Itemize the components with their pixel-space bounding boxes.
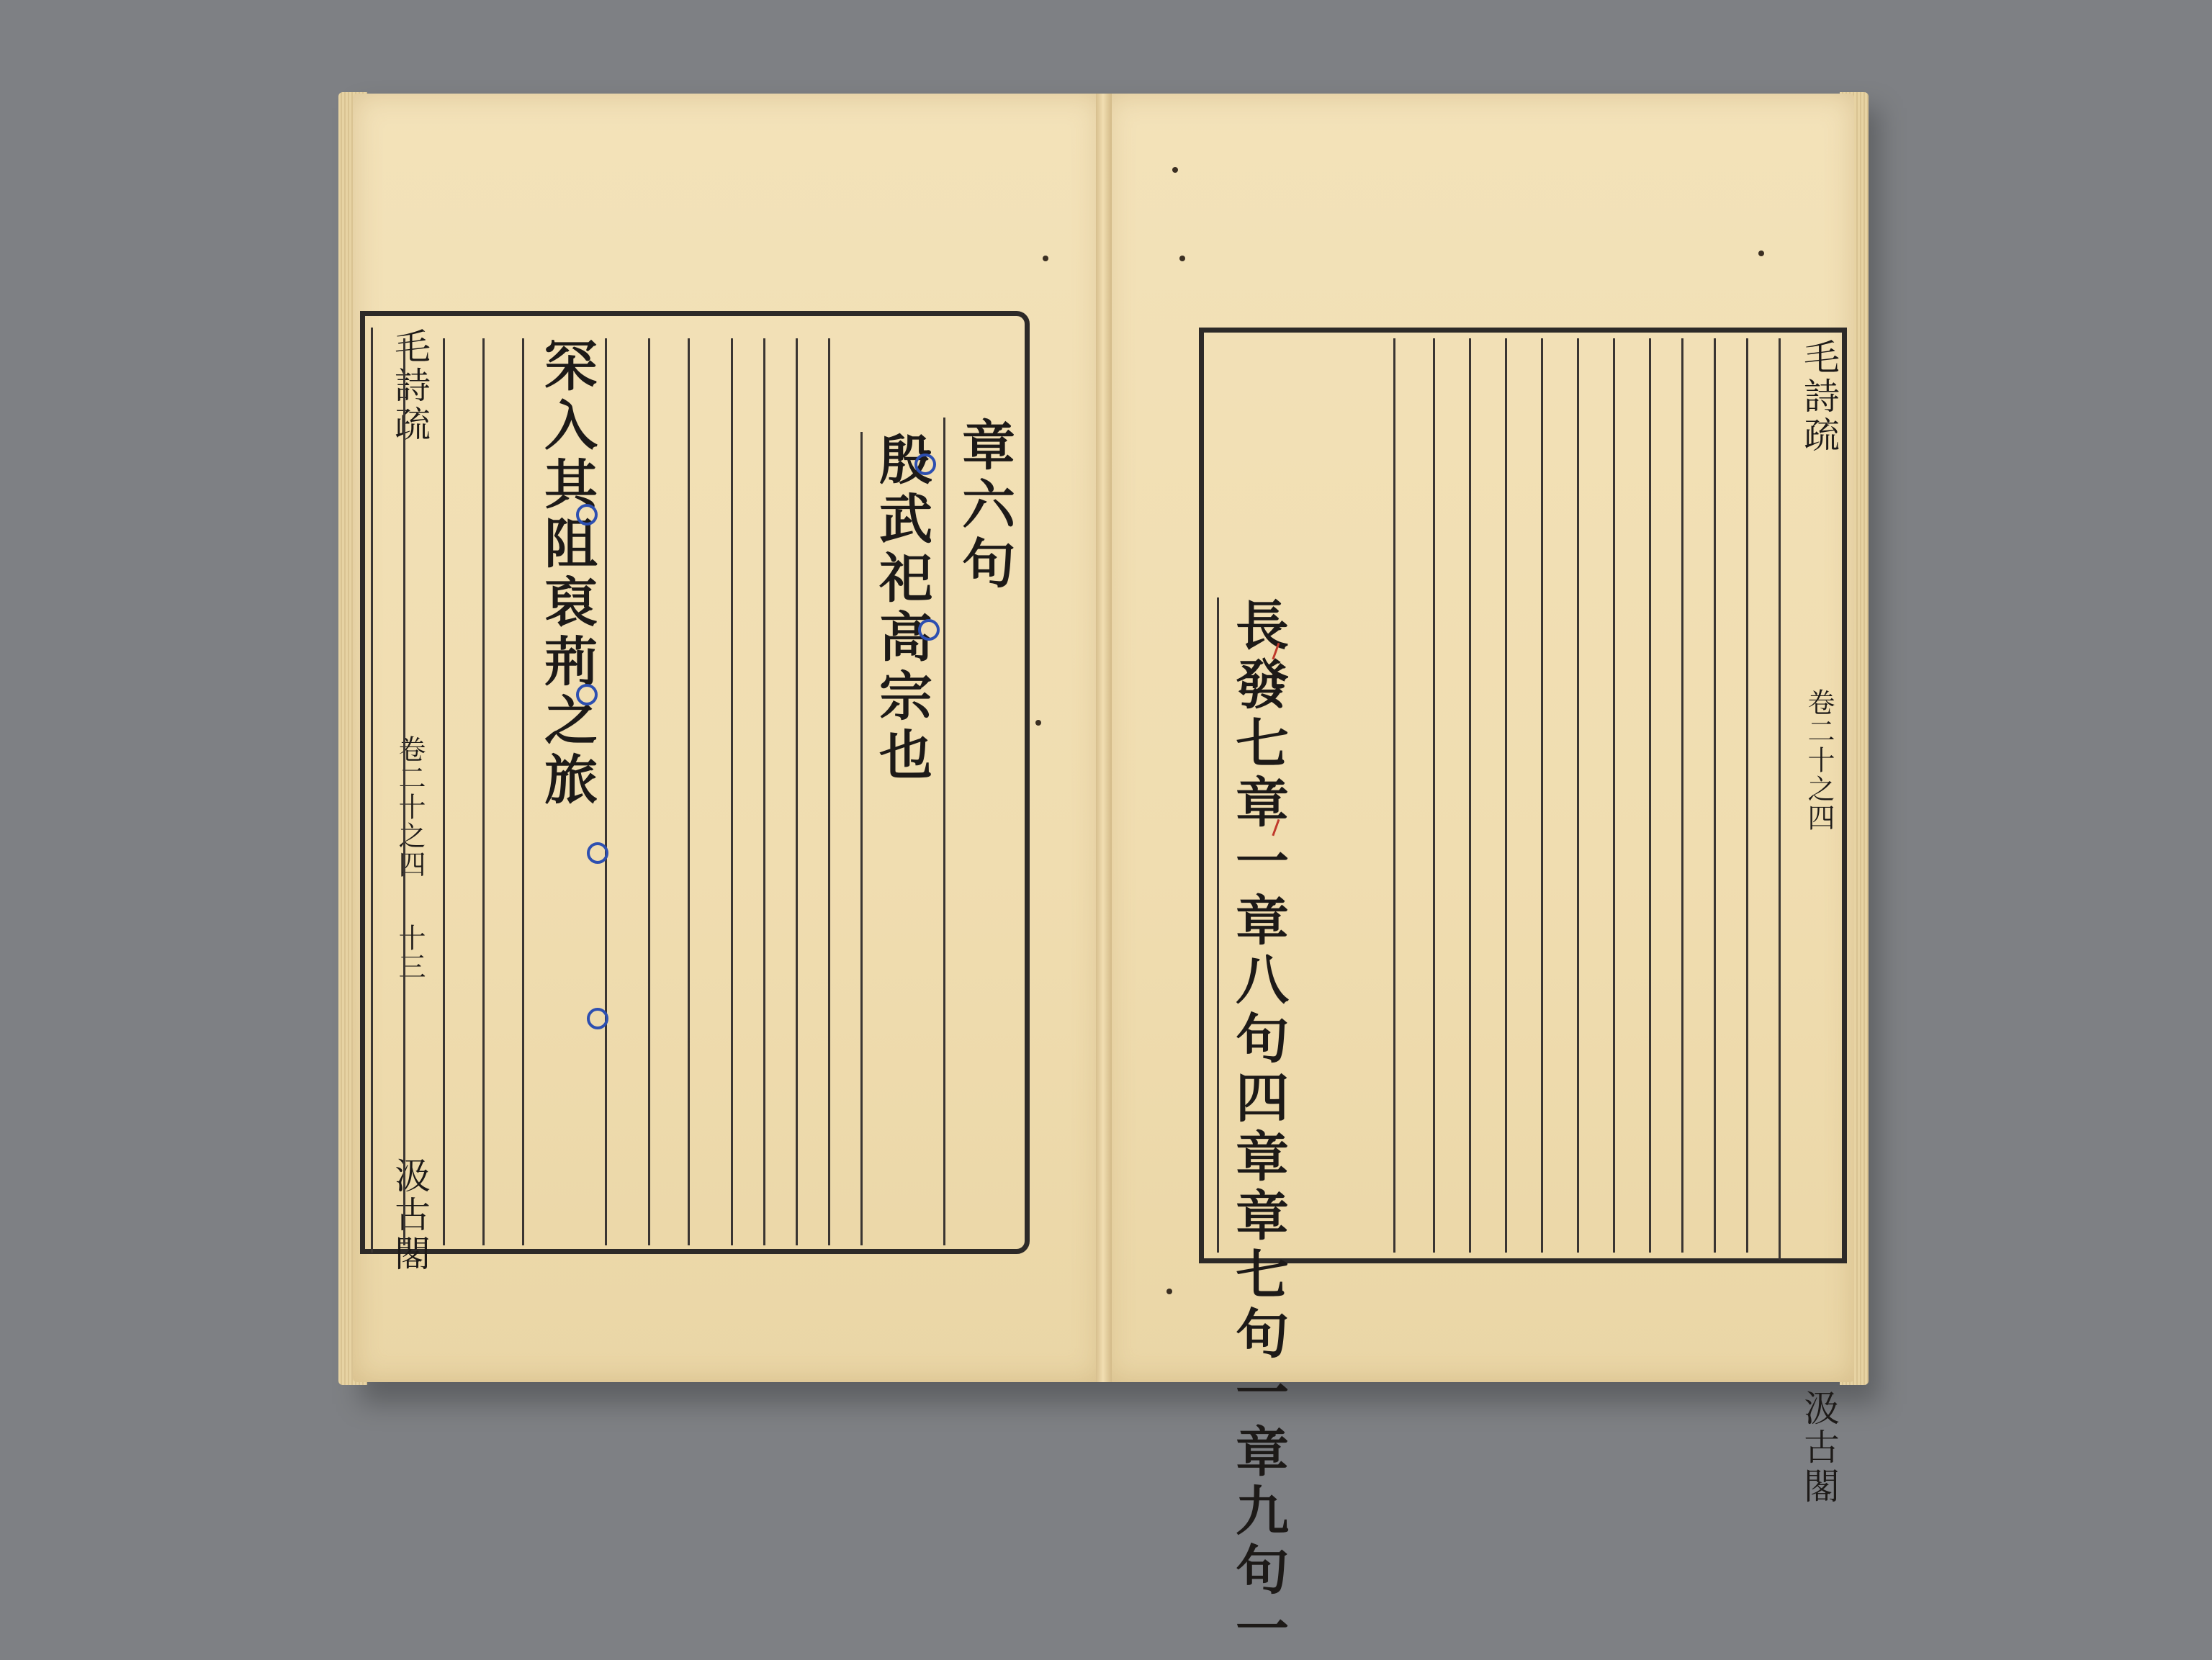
binding-hole (1179, 256, 1185, 261)
blue-annotation-mark (918, 619, 940, 641)
right-col-5 (1613, 338, 1649, 1253)
right-col-10 (1433, 338, 1469, 1253)
left-col-2: 殷武祀高宗也 (860, 432, 940, 1245)
right-col-2 (1714, 338, 1746, 1253)
right-margin-volume: 卷二十之四 (1803, 688, 1835, 832)
binding-hole (1166, 1289, 1172, 1294)
blue-annotation-mark (576, 684, 598, 705)
left-col-9 (605, 338, 648, 1245)
left-margin-title: 毛詩疏 (389, 328, 431, 444)
binding-hole (1035, 720, 1041, 726)
left-col-10: 罙入其阻裒荊之旅 (522, 338, 605, 1245)
right-col-1 (1746, 338, 1779, 1253)
right-col-7 (1541, 338, 1577, 1253)
left-col-8 (648, 338, 688, 1245)
left-col-1: 章六句 (943, 418, 1022, 1245)
right-col-6 (1577, 338, 1613, 1253)
blue-annotation-mark (914, 454, 936, 475)
right-margin-strip (1779, 338, 1845, 1506)
binding-hole (1043, 256, 1048, 261)
left-col-4 (796, 338, 828, 1245)
blue-annotation-mark (587, 1008, 608, 1029)
right-col-12: 長發七章一章八句四章章七句一章九句一 (1217, 597, 1296, 1253)
left-col-5 (763, 338, 796, 1245)
right-col-3 (1681, 338, 1714, 1253)
left-col-3 (828, 338, 860, 1245)
left-col-13 (403, 338, 443, 1245)
right-margin-publisher: 汲古閣 (1798, 1389, 1840, 1506)
left-margin-volume: 卷二十之四 (394, 735, 426, 879)
blue-annotation-mark (576, 504, 598, 525)
right-margin-title: 毛詩疏 (1798, 338, 1840, 455)
blue-annotation-mark (587, 842, 608, 864)
right-col-4 (1649, 338, 1681, 1253)
left-margin-publisher: 汲古閣 (389, 1157, 431, 1273)
binding-hole (1172, 167, 1178, 173)
book-gutter (1096, 94, 1112, 1382)
left-col-11 (482, 338, 522, 1245)
right-col-9 (1469, 338, 1505, 1253)
left-col-12 (443, 338, 482, 1245)
right-col-8 (1505, 338, 1541, 1253)
binding-hole (1758, 251, 1764, 256)
left-col-6 (731, 338, 763, 1245)
right-col-11 (1393, 338, 1433, 1253)
left-margin-folio: 十三 (394, 924, 426, 981)
left-col-7 (688, 338, 731, 1245)
